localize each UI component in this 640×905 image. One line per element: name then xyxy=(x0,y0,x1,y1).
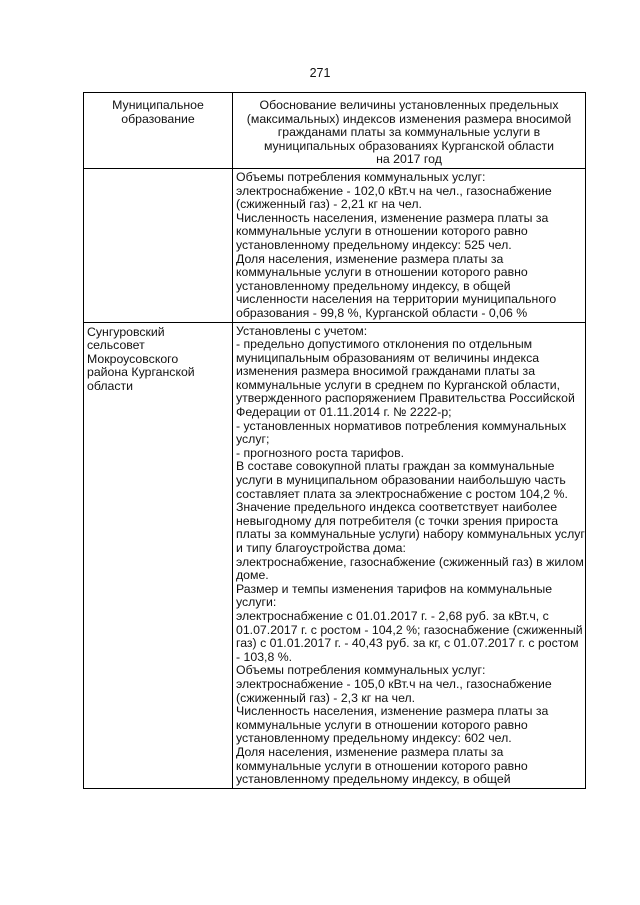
municipality-cell xyxy=(84,322,233,788)
justification-table xyxy=(83,92,586,789)
text-line: установленному предельному индексу: 525 чел. xyxy=(236,237,512,252)
text-line: коммунальные услуги в отношении которого равно xyxy=(236,224,528,239)
text-line: Доля населения, изменение размера платы за xyxy=(236,251,504,266)
text-line: Численность населения, изменение размера платы за xyxy=(236,704,549,719)
text-line: услуги в муниципальном образовании наибольшую часть xyxy=(236,473,566,488)
text-line: изменения размера вносимой гражданами платы за xyxy=(236,364,536,379)
text-line: газ) с 01.01.2017 г. - 40,43 руб. за кг, с 01.07.2017 г. с ростом xyxy=(236,636,579,651)
text-line: электроснабжение - 105,0 кВт.ч на чел., газоснабжение xyxy=(236,676,552,691)
text-line: невыгодному для потребителя (с точки зрения прироста xyxy=(236,513,559,528)
header-justification xyxy=(233,93,586,169)
text-line: установленному предельному индексу, в общей xyxy=(236,278,511,293)
text-line: и типу благоустройства дома: xyxy=(236,541,406,555)
text-line: района Курганской xyxy=(87,365,195,380)
text-line: электроснабжение - 102,0 кВт.ч на чел., газоснабжение xyxy=(236,183,552,198)
text-line: услуг; xyxy=(236,432,270,447)
text-line: установленному предельному индексу, в общей xyxy=(236,772,511,787)
text-line: - установленных нормативов потребления коммунальных xyxy=(236,418,567,433)
text-line: Объемы потребления коммунальных услуг: xyxy=(236,169,486,184)
text-line: муниципальных образованиях Курганской области xyxy=(263,138,555,153)
page-number: 271 xyxy=(309,66,331,80)
text-line: Размер и темпы изменения тарифов на коммунальные xyxy=(236,581,553,596)
text-line: области xyxy=(87,378,133,393)
text-line: на 2017 год xyxy=(376,152,442,167)
text-line: - прогнозного роста тарифов. xyxy=(236,445,405,460)
text-line: коммунальные услуги в отношении которого равно xyxy=(236,758,528,773)
text-line: электроснабжение с 01.01.2017 г. - 2,68 руб. за кВт.ч, с xyxy=(236,608,549,623)
text-line: Федерации от 01.11.2014 г. № 2222-р; xyxy=(236,405,452,420)
text-line: Объемы потребления коммунальных услуг: xyxy=(236,663,486,678)
justification-cell xyxy=(233,168,586,322)
text-line: численности населения на территории муниципального xyxy=(236,292,557,307)
text-line: образования - 99,8 %, Курганской области - 0,06 % xyxy=(236,305,528,320)
text-line: коммунальные услуги в отношении которого равно xyxy=(236,265,528,280)
justification-cell xyxy=(233,322,586,788)
text-line: (сжиженный газ) - 2,21 кг на чел. xyxy=(236,197,422,212)
municipality-cell xyxy=(84,168,233,322)
text-line: Обоснование величины установленных предельных xyxy=(259,98,559,112)
table-row xyxy=(84,322,586,788)
text-line: муниципальным образованиям от величины индекса xyxy=(236,350,540,365)
text-line: 01.07.2017 г. с ростом - 104,2 %; газоснабжение (сжиженный xyxy=(236,622,583,637)
text-line: - предельно допустимого отклонения по отдельным xyxy=(236,337,533,352)
text-line: платы за коммунальные услуги) набору коммунальных услуг xyxy=(236,527,585,542)
text-line: Значение предельного индекса соответствует наиболее xyxy=(236,500,558,515)
text-line: - 103,8 %. xyxy=(236,649,293,664)
text-line: услуги: xyxy=(236,595,277,610)
text-line: Мокроусовского xyxy=(87,351,179,366)
text-line: Муниципальное xyxy=(112,98,204,112)
text-line: доме. xyxy=(236,568,269,583)
text-line: коммунальные услуги в среднем по Курганской области, xyxy=(236,377,561,392)
table-row xyxy=(84,168,586,322)
table-header-row xyxy=(84,93,586,169)
text-line: составляет плата за электроснабжение с ростом 104,2 %. xyxy=(236,486,568,501)
header-municipality xyxy=(84,93,233,169)
text-line: образование xyxy=(121,111,195,126)
text-line: сельсовет xyxy=(87,338,145,353)
text-line: (сжиженный газ) - 2,3 кг на чел. xyxy=(236,690,416,705)
text-line: Установлены с учетом: xyxy=(236,323,368,338)
text-line: гражданами платы за коммунальные услуги в xyxy=(277,125,541,140)
text-line: коммунальные услуги в отношении которого равно xyxy=(236,717,528,732)
text-line: Сунгуровский xyxy=(87,324,165,339)
text-line: (максимальных) индексов изменения размера вносимой xyxy=(246,111,572,126)
text-line: утвержденного распоряжением Правительства Российской xyxy=(236,391,575,406)
text-line: В составе совокупной платы граждан за коммунальные xyxy=(236,459,555,474)
text-line: установленному предельному индексу: 602 чел. xyxy=(236,731,512,746)
text-line: Численность населения, изменение размера платы за xyxy=(236,210,549,225)
text-line: электроснабжение, газоснабжение (сжиженный газ) в жилом xyxy=(236,554,584,569)
text-line: Доля населения, изменение размера платы за xyxy=(236,744,504,759)
